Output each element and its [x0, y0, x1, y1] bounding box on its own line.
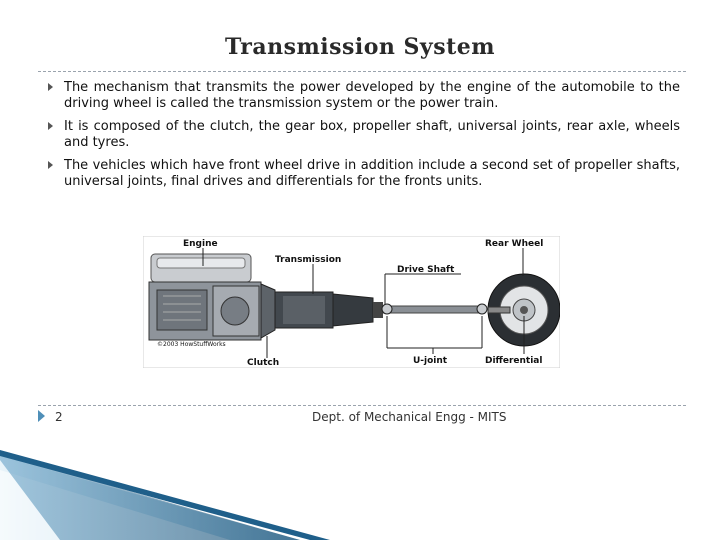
engine-illustration [149, 254, 261, 340]
bullet-item [46, 158, 680, 190]
label-rear-wheel: Rear Wheel [485, 239, 544, 249]
bullet-text: It is composed of the clutch, the gear box, propeller shaft, universal joints, rear axle, wheels and tyres. [64, 119, 680, 150]
label-drive-shaft: Drive Shaft [397, 265, 455, 275]
bullet-text: The mechanism that transmits the power developed by the engine of the automobile to the driving wheel is called the transmission system or the power train. [64, 80, 680, 111]
copyright-text: ©2003 HowStuffWorks [157, 341, 226, 348]
footer-divider [38, 405, 686, 406]
clutch-illustration [261, 284, 275, 338]
bullet-arrow-icon [48, 161, 53, 169]
bullet-item [46, 80, 680, 112]
footer-department: Dept. of Mechanical Engg - MITS [312, 410, 507, 424]
bullet-text: The vehicles which have front wheel drive in addition include a second set of propeller shafts, universal joints, final drives and differentials for the fronts units. [64, 158, 680, 189]
label-differential: Differential [485, 356, 543, 366]
page-number: 2 [55, 410, 63, 424]
label-transmission: Transmission [275, 255, 342, 265]
bullet-item [46, 119, 680, 151]
bullet-arrow-icon [48, 122, 53, 130]
label-engine: Engine [183, 239, 218, 249]
bullet-arrow-icon [48, 83, 53, 91]
title-divider [38, 71, 686, 72]
transmission-diagram [143, 236, 560, 368]
slide-title: Transmission System [224, 34, 496, 60]
drive-shaft-illustration [382, 304, 487, 314]
transmission-illustration [275, 292, 383, 328]
label-ujoint: U-joint [413, 356, 448, 366]
label-clutch: Clutch [247, 358, 280, 368]
footer-arrow-icon [38, 410, 45, 422]
bullet-list [46, 80, 680, 197]
decorative-swoosh [0, 440, 720, 540]
